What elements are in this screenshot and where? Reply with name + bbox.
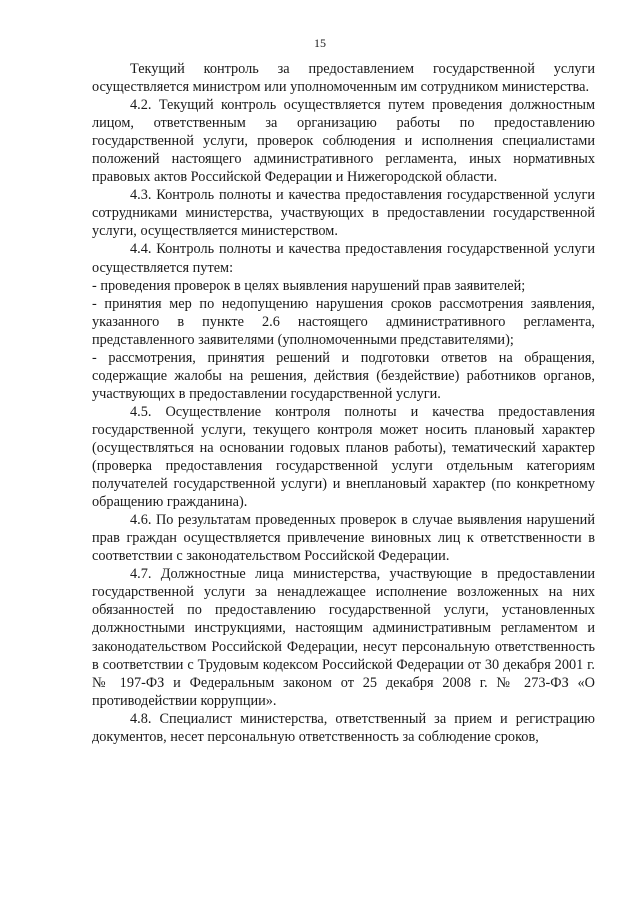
paragraph-4-5: 4.5. Осуществление контроля полноты и качества предоставления государственной услуги, текущего контроля может носить плановый характер (осуществляться на основании годовых планов работы), тематический характер (проверка предоставления государственной услуги отдельным категориям получателей государственной услуги) и внеплановый характер (по конкретному обращению гражданина). — [92, 403, 595, 511]
paragraph-4-6: 4.6. По результатам проведенных проверок в случае выявления нарушений прав граждан осуществляется привлечение виновных лиц к ответственности в соответствии с законодательством Российской Федерации. — [92, 512, 595, 565]
paragraph-control-intro: Текущий контроль за предоставлением государственной услуги осуществляется министром или уполномоченным им сотрудником министерства. — [92, 61, 595, 96]
list-item-inspections: - проведения проверок в целях выявления нарушений прав заявителей; — [92, 277, 526, 294]
paragraph-4-4: 4.4. Контроль полноты и качества предоставления государственной услуги осуществляется путем: — [92, 241, 595, 276]
paragraph-4-2: 4.2. Текущий контроль осуществляется путем проведения должностным лицом, ответственным за организацию работы по предоставлению государственной услуги, проверок соблюдения и исполнения специалистами положений настоящего административного регламента, иных нормативных правовых актов Российской Федерации и Нижегородской области. — [92, 97, 595, 186]
list-item-complaints: - рассмотрения, принятия решений и подготовки ответов на обращения, содержащие жалобы на решения, действия (бездействие) работников органов, участвующих в предоставлении государственной услуги. — [92, 349, 595, 402]
paragraph-4-3: 4.3. Контроль полноты и качества предоставления государственной услуги сотрудниками министерства, участвующих в предоставлении государственной услуги, осуществляется министерством. — [92, 187, 595, 240]
paragraph-4-8: 4.8. Специалист министерства, ответственный за прием и регистрацию документов, несет персональную ответственность за соблюдение сроков, — [92, 710, 595, 745]
page-number: 15 — [314, 36, 326, 50]
document-body — [92, 60, 595, 746]
list-item-deadlines: - принятия мер по недопущению нарушения сроков рассмотрения заявления, указанного в пункте 2.6 настоящего административного регламента, представленного заявителями (уполномоченными представителями); — [92, 295, 595, 348]
paragraph-4-7: 4.7. Должностные лица министерства, участвующие в предоставлении государственной услуги за ненадлежащее исполнение возложенных на них обязанностей по предоставлению государственной услуги, установленных должностными инструкциями, настоящим административным регламентом и законодательством Российской Федерации, несут персональную ответственность в соответствии с Трудовым кодексом Российской Федерации от 30 декабря 2001 г. № 197-ФЗ и Федеральным законом от 25 декабря 2008 г. № 273-ФЗ «О противодействии коррупции». — [92, 566, 595, 709]
